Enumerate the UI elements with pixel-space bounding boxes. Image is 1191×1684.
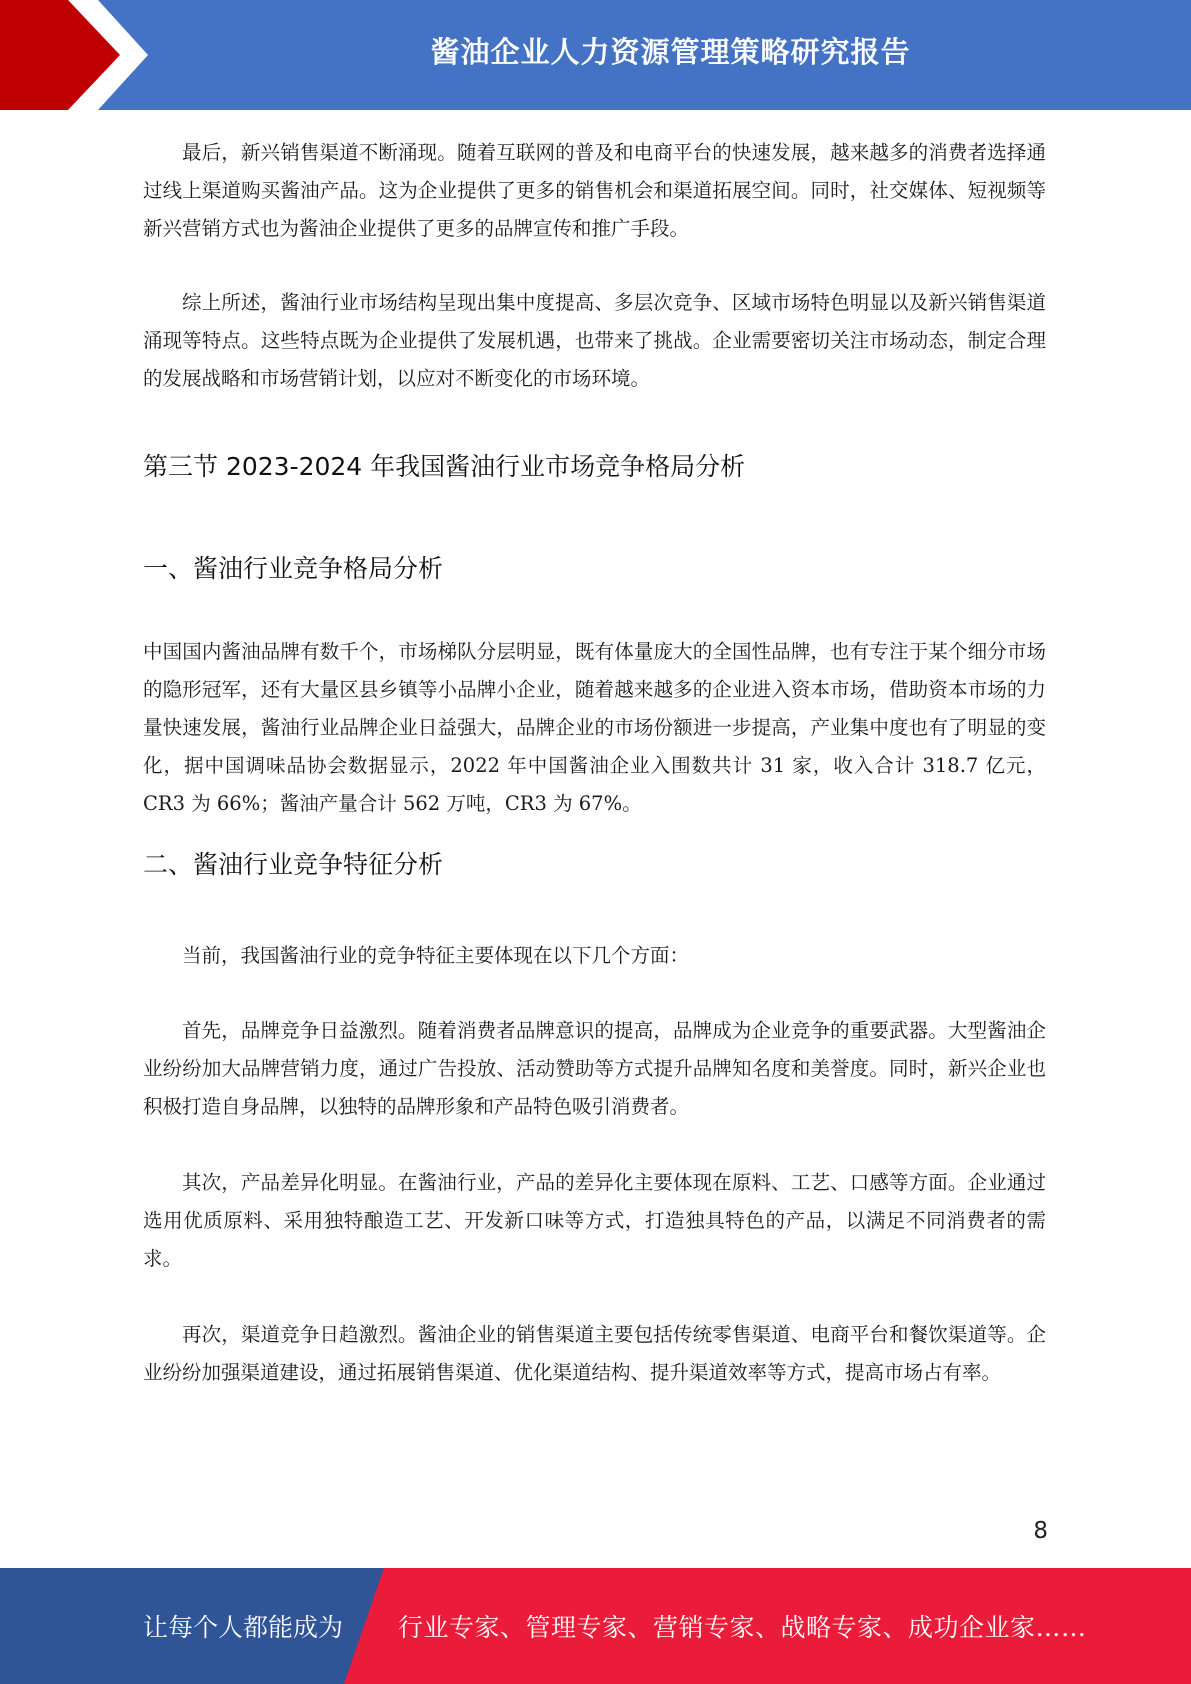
- paragraph-new-channels: 最后，新兴销售渠道不断涌现。随着互联网的普及和电商平台的快速发展，越来越多的消费者选择通过线上渠道购买酱油产品。这为企业提供了更多的销售机会和渠道拓展空间。同时，社交媒体、短视频等新兴营销方式也为酱油企业提供了更多的品牌宣传和推广手段。: [143, 141, 1046, 240]
- paragraph-product-differentiation: 其次，产品差异化明显。在酱油行业，产品的差异化主要体现在原料、工艺、口感等方面。企业通过选用优质原料、采用独特酿造工艺、开发新口味等方式，打造独具特色的产品，以满足不同消费者的需求。: [143, 1171, 1046, 1270]
- section-heading: 第三节 2023-2024 年我国酱油行业市场竞争格局分析: [143, 452, 746, 481]
- document-title: 酱油企业人力资源管理策略研究报告: [430, 34, 911, 69]
- page-number: 8: [1033, 1518, 1048, 1544]
- page-footer: [0, 1568, 1191, 1684]
- paragraph-competitive-landscape: 中国国内酱油品牌有数千个，市场梯队分层明显，既有体量庞大的全国性品牌，也有专注于某个细分市场的隐形冠军，还有大量区县乡镇等小品牌小企业，随着越来越多的企业进入资本市场，借助资本市场的力量快速发展，酱油行业品牌企业日益强大，品牌企业的市场份额进一步提高，产业集中度也有了明显的变化，据中国调味品协会数据显示，2022 年中国酱油企业入围数共计 31 家，收入合计 318.7 亿元，CR3 为 66%；酱油产量合计 562 万吨，CR3 为 67%。: [143, 640, 1046, 815]
- page-header: [0, 0, 1191, 110]
- paragraph-intro: 当前，我国酱油行业的竞争特征主要体现在以下几个方面：: [182, 944, 690, 967]
- subsection-heading-2: 二、酱油行业竞争特征分析: [143, 850, 444, 879]
- chevron-arrow-icon: [0, 0, 160, 110]
- paragraph-summary: 综上所述，酱油行业市场结构呈现出集中度提高、多层次竞争、区域市场特色明显以及新兴销售渠道涌现等特点。这些特点既为企业提供了发展机遇，也带来了挑战。企业需要密切关注市场动态，制定合理的发展战略和市场营销计划，以应对不断变化的市场环境。: [143, 291, 1046, 390]
- footer-slogan-right: 行业专家、管理专家、营销专家、战略专家、成功企业家……: [398, 1613, 1087, 1642]
- paragraph-brand-competition: 首先，品牌竞争日益激烈。随着消费者品牌意识的提高，品牌成为企业竞争的重要武器。大型酱油企业纷纷加大品牌营销力度，通过广告投放、活动赞助等方式提升品牌知名度和美誉度。同时，新兴企业也积极打造自身品牌，以独特的品牌形象和产品特色吸引消费者。: [143, 1019, 1046, 1118]
- paragraph-channel-competition: 再次，渠道竞争日趋激烈。酱油企业的销售渠道主要包括传统零售渠道、电商平台和餐饮渠道等。企业纷纷加强渠道建设，通过拓展销售渠道、优化渠道结构、提升渠道效率等方式，提高市场占有率。: [143, 1323, 1046, 1384]
- footer-slogan-left: 让每个人都能成为: [143, 1613, 344, 1642]
- subsection-heading-1: 一、酱油行业竞争格局分析: [143, 554, 444, 583]
